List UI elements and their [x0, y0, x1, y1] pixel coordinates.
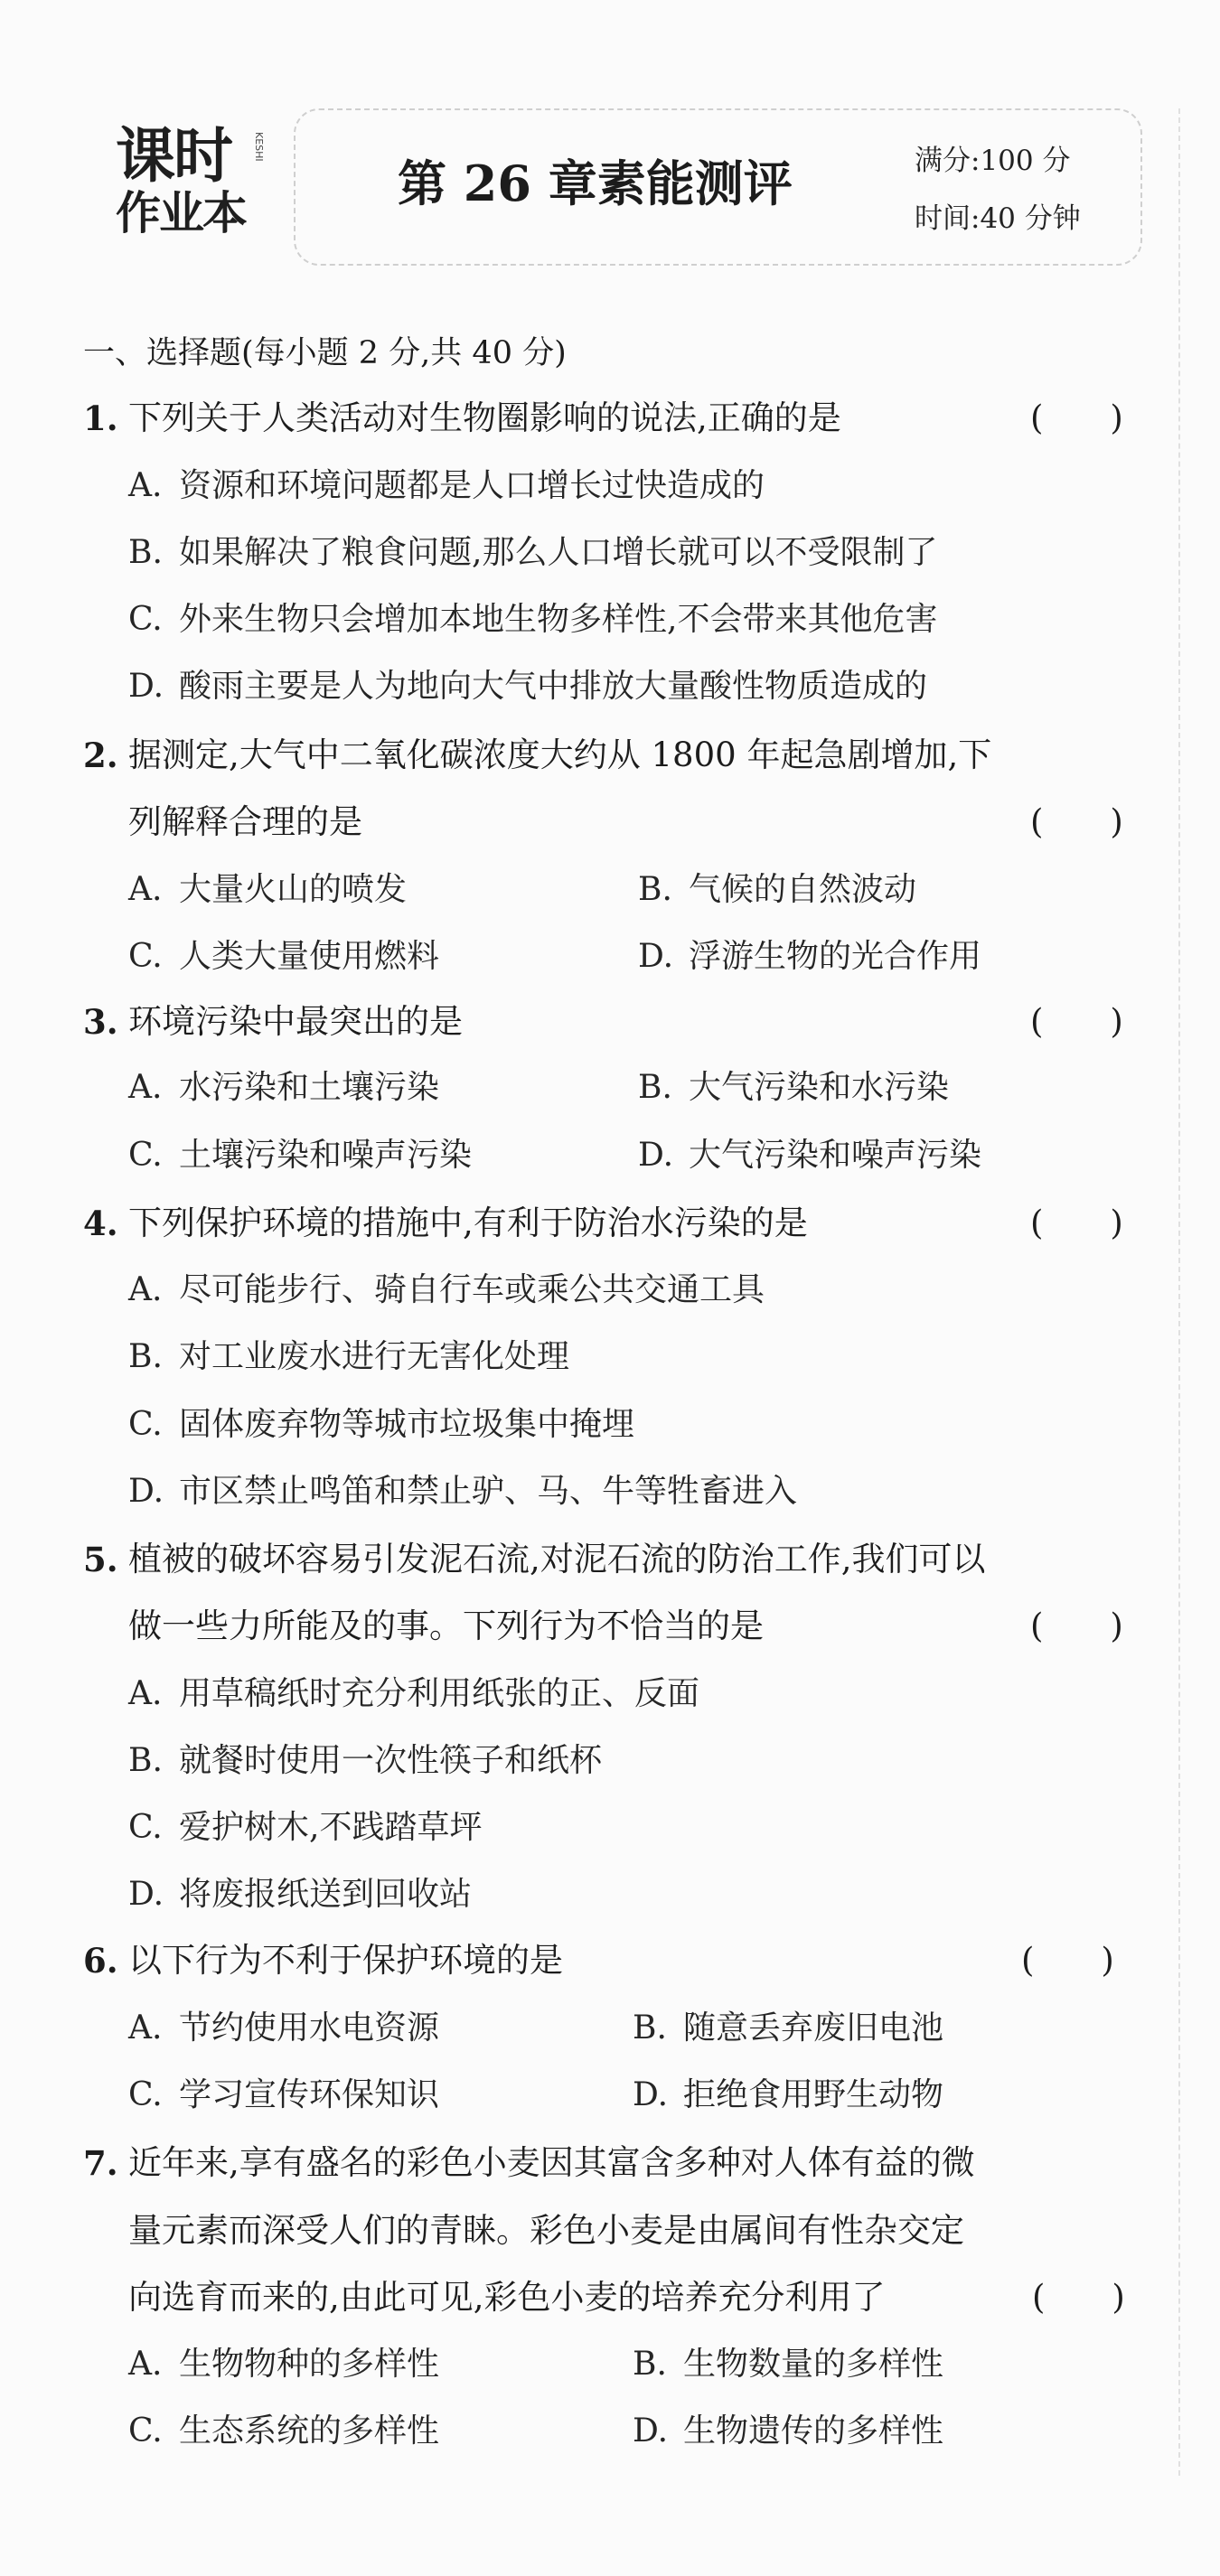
option-text: 酸雨主要是人为地向大气中排放大量酸性物质造成的 [179, 668, 928, 705]
question-stem: 据测定,大气中二氧化碳浓度大约从 1800 年起急剧增加,下 [128, 735, 992, 774]
option-label: A. [128, 2346, 163, 2383]
option[interactable] [128, 1672, 699, 1716]
option[interactable] [128, 1066, 439, 1110]
section-heading: 一、选择题(每小题 2 分,共 40 分) [83, 335, 567, 371]
option-text: 如果解决了粮食问题,那么人口增长就可以不受限制了 [179, 534, 938, 571]
logo-mini-text: KESHI [253, 132, 265, 162]
option-text: 尽可能步行、骑自行车或乘公共交通工具 [179, 1271, 765, 1308]
option[interactable] [128, 1806, 482, 1850]
question-number: 6. [83, 1941, 118, 1981]
option-label: B. [633, 2346, 667, 2383]
option[interactable] [128, 1335, 569, 1379]
option-text: 爱护树木,不践踏草坪 [179, 1809, 483, 1846]
question-stem: 下列关于人类活动对生物圈影响的说法,正确的是 [128, 398, 841, 437]
option-label: B. [633, 2009, 667, 2047]
option-label: B. [638, 871, 672, 908]
option-label: B. [638, 1069, 672, 1106]
answer-bracket[interactable]: ( ) [1030, 802, 1123, 841]
option[interactable] [128, 935, 439, 979]
option-label: C. [128, 1809, 163, 1846]
option-text: 浮游生物的光合作用 [689, 938, 982, 975]
option[interactable] [128, 868, 407, 912]
option[interactable] [128, 1403, 634, 1447]
page-edge-rule [1178, 108, 1180, 2476]
option-label: B. [128, 534, 163, 571]
option-text: 生物遗传的多样性 [683, 2412, 944, 2450]
option[interactable] [128, 1134, 472, 1177]
answer-bracket[interactable]: ( ) [1030, 1606, 1123, 1645]
option[interactable] [638, 1134, 981, 1177]
answer-bracket[interactable]: ( ) [1021, 1941, 1114, 1980]
option-text: 用草稿纸时充分利用纸张的正、反面 [179, 1675, 700, 1712]
option[interactable] [638, 868, 916, 912]
option-label: C. [128, 1406, 163, 1443]
answer-bracket[interactable]: ( ) [1030, 1204, 1123, 1242]
full-score: 满分:100 分 [915, 145, 1071, 177]
option-text: 随意丢弃废旧电池 [683, 2009, 944, 2047]
logo-bottom-text: 作业本 [116, 187, 246, 239]
option-label: B. [128, 1742, 163, 1779]
option-label: D. [128, 1473, 164, 1510]
option-text: 生物数量的多样性 [683, 2346, 944, 2383]
option[interactable] [128, 2074, 439, 2117]
option-label: A. [128, 1675, 163, 1712]
question-stem: 以下行为不利于保护环境的是 [128, 1941, 563, 1980]
option-label: D. [633, 2412, 669, 2450]
question-number: 2. [83, 735, 118, 775]
option-text: 大气污染和噪声污染 [689, 1137, 982, 1174]
option[interactable] [128, 2343, 439, 2386]
option-text: 资源和环境问题都是人口增长过快造成的 [179, 467, 765, 504]
option[interactable] [633, 2343, 943, 2386]
option-label: C. [128, 1137, 163, 1174]
option-text: 对工业废水进行无害化处理 [179, 1338, 570, 1375]
option-label: D. [638, 938, 674, 975]
option-label: A. [128, 1271, 163, 1308]
option-text: 拒绝食用野生动物 [683, 2076, 944, 2113]
option[interactable] [638, 935, 981, 979]
option-text: 气候的自然波动 [689, 871, 917, 908]
page-title: 第 26 章素能测评 [398, 155, 793, 212]
option-label: C. [128, 601, 163, 638]
question-number: 7. [83, 2143, 118, 2183]
option[interactable] [633, 2074, 943, 2117]
question-number: 4. [83, 1204, 118, 1243]
option[interactable] [128, 1470, 797, 1513]
question-stem: 植被的破坏容易引发泥石流,对泥石流的防治工作,我们可以 [128, 1540, 986, 1578]
option-label: A. [128, 2009, 163, 2047]
option[interactable] [128, 1873, 472, 1916]
question-number: 5. [83, 1540, 118, 1579]
option[interactable] [633, 2007, 943, 2050]
answer-bracket[interactable]: ( ) [1032, 2278, 1125, 2317]
option[interactable] [638, 1066, 949, 1110]
option-text: 外来生物只会增加本地生物多样性,不会带来其他危害 [179, 601, 938, 638]
option-text: 大气污染和水污染 [689, 1069, 950, 1106]
question-stem: 列解释合理的是 [128, 802, 362, 841]
logo-top-text: 课时 [116, 121, 231, 191]
option-text: 土壤污染和噪声污染 [179, 1137, 473, 1174]
time-limit: 时间:40 分钟 [915, 202, 1081, 235]
option-label: C. [128, 938, 163, 975]
option-label: B. [128, 1338, 163, 1375]
option-text: 大量火山的喷发 [179, 871, 408, 908]
option-label: D. [638, 1137, 674, 1174]
option-text: 水污染和土壤污染 [179, 1069, 440, 1106]
question-stem: 近年来,享有盛名的彩色小麦因其富含多种对人体有益的微 [128, 2143, 975, 2182]
question-number: 1. [83, 398, 118, 438]
option-label: D. [128, 668, 164, 705]
question-number: 3. [83, 1002, 118, 1042]
option[interactable] [128, 1739, 602, 1783]
option-text: 生物物种的多样性 [179, 2346, 440, 2383]
option-text: 固体废弃物等城市垃圾集中掩埋 [179, 1406, 635, 1443]
option-label: A. [128, 467, 163, 504]
question-stem: 量元素而深受人们的青睐。彩色小麦是由属间有性杂交定 [128, 2211, 964, 2250]
option-text: 学习宣传环保知识 [179, 2076, 440, 2113]
option-text: 节约使用水电资源 [179, 2009, 440, 2047]
option-text: 生态系统的多样性 [179, 2412, 440, 2450]
option-text: 市区禁止鸣笛和禁止驴、马、牛等牲畜进入 [179, 1473, 798, 1510]
option-text: 人类大量使用燃料 [179, 938, 440, 975]
option[interactable] [128, 2007, 439, 2050]
option[interactable] [128, 598, 937, 642]
option-label: C. [128, 2076, 163, 2113]
question-stem: 环境污染中最突出的是 [128, 1002, 463, 1041]
option[interactable] [128, 531, 937, 575]
option[interactable] [128, 464, 765, 508]
option-label: A. [128, 871, 163, 908]
option[interactable] [633, 2410, 943, 2453]
answer-bracket[interactable]: ( ) [1030, 1002, 1123, 1041]
option[interactable] [128, 665, 927, 708]
question-stem: 做一些力所能及的事。下列行为不恰当的是 [128, 1606, 764, 1645]
logo [116, 121, 269, 239]
question-stem: 下列保护环境的措施中,有利于防治水污染的是 [128, 1204, 808, 1242]
option-text: 就餐时使用一次性筷子和纸杯 [179, 1742, 603, 1779]
option-label: C. [128, 2412, 163, 2450]
option-text: 将废报纸送到回收站 [179, 1876, 473, 1913]
option-label: D. [633, 2076, 669, 2113]
answer-bracket[interactable]: ( ) [1030, 398, 1123, 437]
question-stem: 向选育而来的,由此可见,彩色小麦的培养充分利用了 [128, 2278, 886, 2317]
option[interactable] [128, 2410, 439, 2453]
option[interactable] [128, 1269, 765, 1312]
option-label: A. [128, 1069, 163, 1106]
option-label: D. [128, 1876, 164, 1913]
